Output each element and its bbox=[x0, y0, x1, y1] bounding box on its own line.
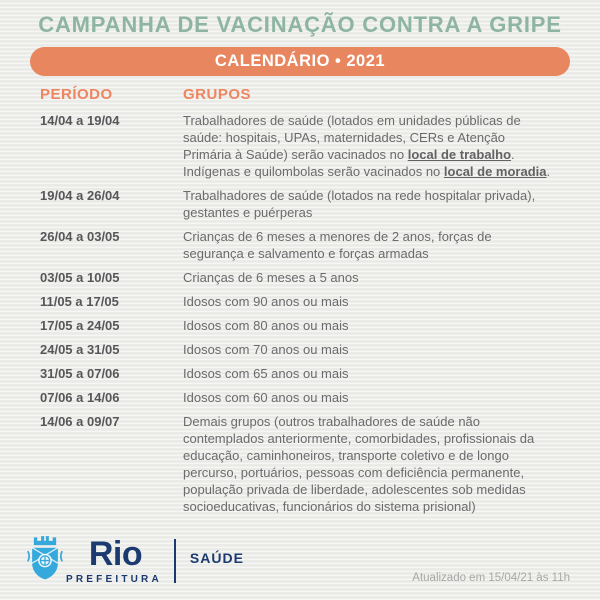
rio-prefeitura-logo bbox=[26, 534, 244, 587]
period-cell: 26/04 a 03/05 bbox=[40, 229, 120, 244]
period-cell: 31/05 a 07/06 bbox=[40, 366, 120, 381]
group-cell: Idosos com 80 anos ou mais bbox=[183, 318, 349, 333]
group-cell: Trabalhadores de saúde (lotados na rede hospitalar privada), gestantes e puérperas bbox=[183, 188, 536, 220]
period-cell: 24/05 a 31/05 bbox=[40, 342, 120, 357]
group-cell: Idosos com 90 anos ou mais bbox=[183, 294, 349, 309]
page-title: CAMPANHA DE VACINAÇÃO CONTRA A GRIPE bbox=[38, 12, 562, 37]
updated-timestamp: Atualizado em 15/04/21 às 11h bbox=[412, 572, 570, 584]
table-row bbox=[40, 112, 555, 180]
group-cell: Crianças de 6 meses a 5 anos bbox=[183, 270, 359, 285]
table-row bbox=[40, 228, 555, 262]
group-cell: Idosos com 60 anos ou mais bbox=[183, 390, 349, 405]
emphasized-location-text: local de trabalho bbox=[407, 147, 512, 162]
table-row bbox=[40, 365, 555, 382]
calendar-banner-label: CALENDÁRIO • 2021 bbox=[214, 52, 386, 70]
period-cell: 03/05 a 10/05 bbox=[40, 270, 120, 285]
period-cell: 07/06 a 14/06 bbox=[40, 390, 120, 405]
group-cell: Idosos com 70 anos ou mais bbox=[183, 342, 349, 357]
group-cell: Demais grupos (outros trabalhadores de saúde não contemplados anteriormente, comorbidades, profissionais da educação, caminhoneiros, transporte coletivo e de longo percurso, portuários, pessoas com deficiência permanente, população privada de liberdade, adolescentes sob medidas socioeducativas, funcionários do sistema prisional) bbox=[183, 414, 535, 514]
department-label: SAÚDE bbox=[189, 549, 244, 566]
period-cell: 11/05 a 17/05 bbox=[40, 294, 119, 309]
group-cell: Crianças de 6 meses a menores de 2 anos, forças de segurança e salvamento e forças armadas bbox=[183, 229, 492, 261]
table-row bbox=[40, 389, 555, 406]
table-row bbox=[40, 187, 555, 221]
rio-logo-text bbox=[66, 534, 162, 585]
table-row bbox=[40, 269, 555, 286]
group-cell: Trabalhadores de saúde (lotados em unidades públicas de saúde: hospitais, UPAs, maternidades, CERs e Atenção Primária à Saúde) serão vacinados no local de trabalho. Indígenas e quilombolas serão vacinados no local de moradia. bbox=[183, 113, 551, 179]
period-cell: 19/04 a 26/04 bbox=[40, 188, 120, 203]
period-cell: 14/06 a 09/07 bbox=[40, 414, 120, 429]
schedule-table-header bbox=[40, 86, 555, 105]
schedule-table bbox=[40, 86, 555, 522]
period-cell: 17/05 a 24/05 bbox=[40, 318, 120, 333]
period-column-header: PERÍODO bbox=[40, 86, 113, 103]
calendar-banner bbox=[30, 47, 570, 76]
period-cell: 14/04 a 19/04 bbox=[40, 113, 120, 128]
groups-column-header: GRUPOS bbox=[183, 86, 252, 103]
logo-divider bbox=[174, 539, 176, 583]
table-row bbox=[40, 341, 555, 358]
group-cell: Idosos com 65 anos ou mais bbox=[183, 366, 349, 381]
schedule-rows bbox=[40, 112, 555, 515]
table-row bbox=[40, 413, 555, 515]
rio-logo-subtitle: PREFEITURA bbox=[66, 573, 162, 585]
rio-coat-of-arms-icon bbox=[26, 534, 64, 587]
table-row bbox=[40, 317, 555, 334]
emphasized-location-text: local de moradia bbox=[443, 164, 547, 179]
table-row bbox=[40, 293, 555, 310]
rio-logo-name: Rio bbox=[88, 534, 143, 573]
